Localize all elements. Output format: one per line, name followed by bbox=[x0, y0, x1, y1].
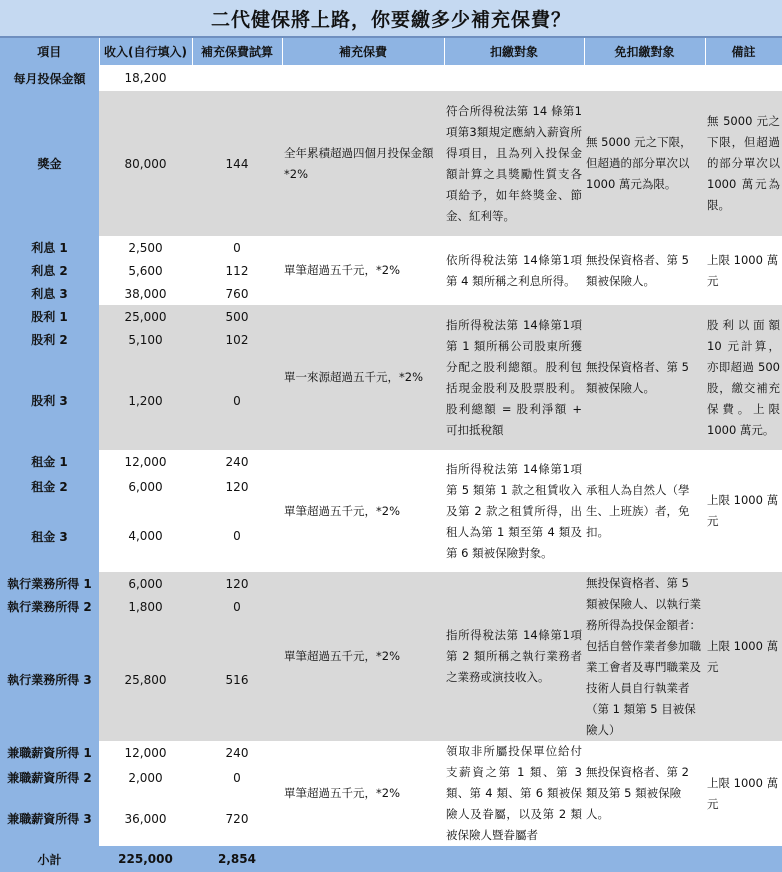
income-cell[interactable]: 1,800 bbox=[99, 595, 192, 618]
table-row bbox=[0, 450, 782, 473]
row-label: 執行業務所得 3 bbox=[0, 618, 99, 741]
col-header-note: 備註 bbox=[705, 38, 782, 65]
income-cell[interactable]: 4,000 bbox=[99, 500, 192, 572]
income-cell[interactable]: 12,000 bbox=[99, 741, 192, 764]
income-cell[interactable]: 12,000 bbox=[99, 450, 192, 473]
premium-cell: 240 bbox=[192, 450, 282, 473]
row-label: 租金 3 bbox=[0, 500, 99, 572]
col-header-exempt: 免扣繳對象 bbox=[584, 38, 705, 65]
target-cell: 指所得稅法第 14條第1項第 5 類第 1 款之租賃收入及第 2 款之租賃所得，出租人為第 1 類至第 4 類及第 6 類被保險對象。 bbox=[444, 450, 584, 572]
row-label: 執行業務所得 1 bbox=[0, 572, 99, 595]
income-cell[interactable]: 6,000 bbox=[99, 473, 192, 500]
premium-cell: 0 bbox=[192, 351, 282, 450]
premium-cell: 720 bbox=[192, 791, 282, 846]
exempt-cell: 承租人為自然人（學生、上班族）者，免扣。 bbox=[584, 450, 705, 572]
col-header-income: 收入(自行填入) bbox=[99, 38, 192, 65]
page-title: 二代健保將上路，你要繳多少補充保費？ bbox=[0, 0, 782, 38]
table-row bbox=[0, 65, 782, 91]
row-label: 兼職薪資所得 2 bbox=[0, 764, 99, 791]
premium-cell: 0 bbox=[192, 500, 282, 572]
table-row bbox=[0, 236, 782, 259]
table-row bbox=[0, 91, 782, 236]
target-cell: 指所得稅法第 14條第1項第 2 類所稱之執行業務者之業務或演技收入。 bbox=[444, 572, 584, 741]
table-row bbox=[0, 572, 782, 595]
row-label: 兼職薪資所得 1 bbox=[0, 741, 99, 764]
row-label: 租金 2 bbox=[0, 473, 99, 500]
income-cell[interactable]: 36,000 bbox=[99, 791, 192, 846]
premium-cell: 0 bbox=[192, 236, 282, 259]
premium-cell: 102 bbox=[192, 328, 282, 351]
col-header-item: 項目 bbox=[0, 38, 99, 65]
exempt-cell: 無 5000 元之下限，但超過的部分單次以 1000 萬元為限。 bbox=[584, 91, 705, 236]
income-cell[interactable]: 25,000 bbox=[99, 305, 192, 328]
row-label: 利息 1 bbox=[0, 236, 99, 259]
col-header-premium: 補充保費 bbox=[282, 38, 444, 65]
rule-cell: 單一來源超過五千元，*2% bbox=[282, 305, 444, 450]
income-cell[interactable]: 25,800 bbox=[99, 618, 192, 741]
income-cell[interactable]: 6,000 bbox=[99, 572, 192, 595]
target-cell: 指所得稅法第 14條第1項第 1 類所稱公司股東所獲分配之股利總額。股利包括現金股利及股票股利。股利總額 = 股利淨額 + 可扣抵稅額 bbox=[444, 305, 584, 450]
row-label: 兼職薪資所得 3 bbox=[0, 791, 99, 846]
rule-cell: 單筆超過五千元，*2% bbox=[282, 572, 444, 741]
note-cell: 上限 1000 萬元 bbox=[705, 236, 782, 305]
subtotal-premium: 2,854 bbox=[192, 846, 282, 872]
rule-cell: 全年累積超過四個月投保金額 *2% bbox=[282, 91, 444, 236]
note-cell: 無 5000 元之下限，但超過的部分單次以1000 萬元為限。 bbox=[705, 91, 782, 236]
premium-cell: 120 bbox=[192, 473, 282, 500]
exempt-cell: 無投保資格者、第 5 類被保險人、以執行業務所得為投保金額者：包括自營作業者參加職業工會者及專門職業及技術人員自行執業者（第 1 類第 5 目被保險人） bbox=[584, 572, 705, 741]
income-cell[interactable]: 38,000 bbox=[99, 282, 192, 305]
income-cell[interactable]: 2,500 bbox=[99, 236, 192, 259]
income-cell[interactable]: 80,000 bbox=[99, 91, 192, 236]
exempt-cell: 無投保資格者、第 2 類及第 5 類被保險人。 bbox=[584, 741, 705, 846]
premium-cell: 112 bbox=[192, 259, 282, 282]
subtotal-income: 225,000 bbox=[99, 846, 192, 872]
note-cell: 上限 1000 萬元 bbox=[705, 450, 782, 572]
col-header-calc: 補充保費試算 bbox=[192, 38, 282, 65]
premium-cell: 500 bbox=[192, 305, 282, 328]
row-label: 每月投保金額 bbox=[0, 65, 99, 91]
row-label: 執行業務所得 2 bbox=[0, 595, 99, 618]
row-label: 利息 3 bbox=[0, 282, 99, 305]
row-label: 股利 1 bbox=[0, 305, 99, 328]
row-label: 股利 3 bbox=[0, 351, 99, 450]
target-cell: 符合所得稅法第 14 條第1項第3類規定應納入薪資所得項目，且為列入投保金額計算之具獎勵性質支各項給予，如年終獎金、節金、紅利等。 bbox=[444, 91, 584, 236]
premium-table bbox=[0, 38, 782, 872]
note-cell: 上限 1000 萬元 bbox=[705, 572, 782, 741]
income-cell[interactable]: 1,200 bbox=[99, 351, 192, 450]
income-cell[interactable]: 18,200 bbox=[99, 65, 192, 91]
col-header-target: 扣繳對象 bbox=[444, 38, 584, 65]
target-cell: 領取非所屬投保單位給付支薪資之第 1 類、第 3 類、第 4 類、第 6 類被保險人及眷屬，以及第 2 類被保險人暨眷屬者 bbox=[444, 741, 584, 846]
income-cell[interactable]: 5,600 bbox=[99, 259, 192, 282]
row-label: 股利 2 bbox=[0, 328, 99, 351]
premium-cell: 240 bbox=[192, 741, 282, 764]
header-row bbox=[0, 38, 782, 65]
table-row bbox=[0, 305, 782, 328]
row-label: 利息 2 bbox=[0, 259, 99, 282]
subtotal-row bbox=[0, 846, 782, 872]
rule-cell: 單筆超過五千元，*2% bbox=[282, 450, 444, 572]
exempt-cell: 無投保資格者、第 5 類被保險人。 bbox=[584, 305, 705, 450]
premium-cell: 516 bbox=[192, 618, 282, 741]
row-label: 租金 1 bbox=[0, 450, 99, 473]
target-cell: 依所得稅法第 14條第1項第 4 類所稱之利息所得。 bbox=[444, 236, 584, 305]
premium-cell: 144 bbox=[192, 91, 282, 236]
income-cell[interactable]: 2,000 bbox=[99, 764, 192, 791]
note-cell: 上限 1000 萬元 bbox=[705, 741, 782, 846]
row-label: 獎金 bbox=[0, 91, 99, 236]
note-cell: 股利以面額 10 元計算，亦即超過 500 股，繳交補充保費。上限 1000 萬元。 bbox=[705, 305, 782, 450]
rule-cell: 單筆超過五千元，*2% bbox=[282, 236, 444, 305]
premium-cell: 0 bbox=[192, 595, 282, 618]
rule-cell: 單筆超過五千元，*2% bbox=[282, 741, 444, 846]
subtotal-label: 小計 bbox=[0, 846, 99, 872]
premium-cell: 120 bbox=[192, 572, 282, 595]
premium-cell: 0 bbox=[192, 764, 282, 791]
income-cell[interactable]: 5,100 bbox=[99, 328, 192, 351]
table-row bbox=[0, 741, 782, 764]
exempt-cell: 無投保資格者、第 5 類被保險人。 bbox=[584, 236, 705, 305]
premium-cell: 760 bbox=[192, 282, 282, 305]
